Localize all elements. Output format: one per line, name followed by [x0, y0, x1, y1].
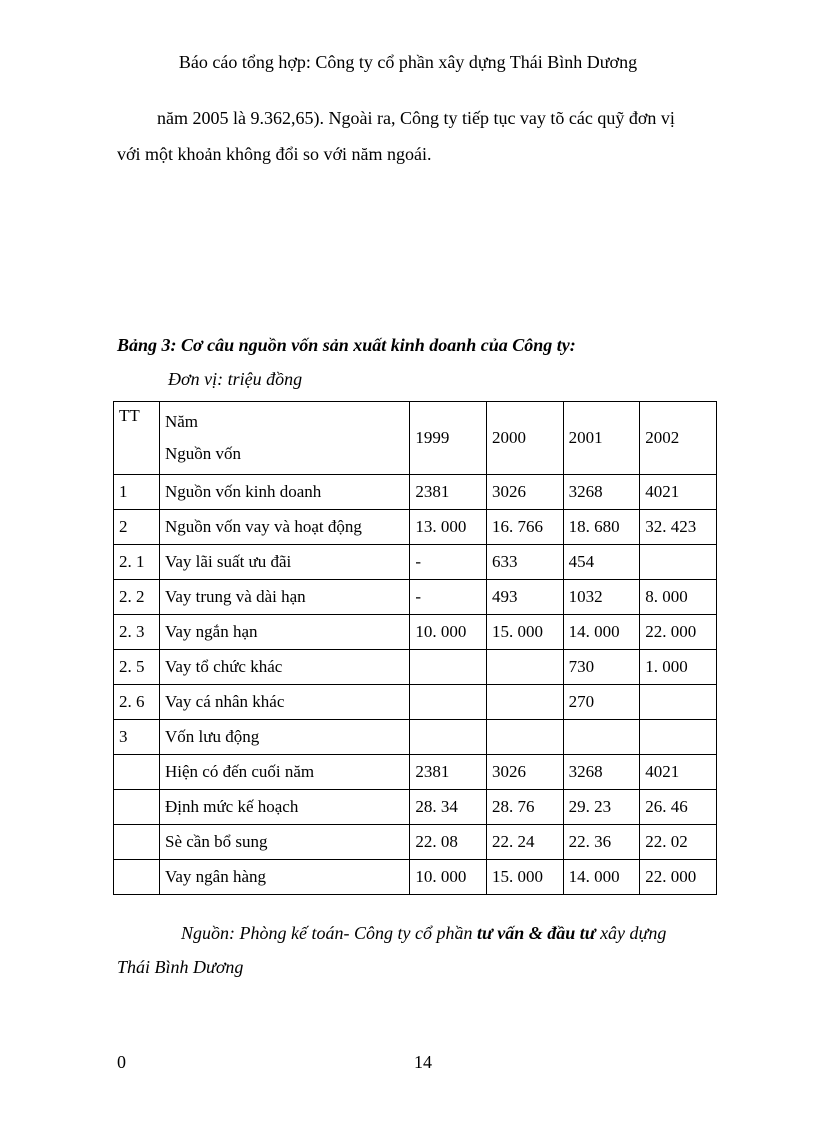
table-row [114, 615, 717, 650]
source-note [117, 916, 717, 984]
cell-value-2000: 28. 76 [487, 790, 564, 825]
cell-value-2000: 493 [487, 580, 564, 615]
cell-value-2002: 4021 [640, 475, 717, 510]
cell-value-2002: 22. 02 [640, 825, 717, 860]
cell-value-2000: 16. 766 [487, 510, 564, 545]
cell-value-2002: 32. 423 [640, 510, 717, 545]
cell-source-name: Vay cá nhân khác [159, 685, 409, 720]
cell-value-2001: 3268 [563, 755, 640, 790]
cell-value-2000: 22. 24 [487, 825, 564, 860]
body-paragraph [117, 100, 717, 172]
header-year-2000: 2000 [487, 402, 564, 475]
cell-tt: 2. 3 [114, 615, 160, 650]
page-header: Báo cáo tổng hợp: Công ty cổ phần xây dựng Thái Bình Dương [178, 52, 638, 72]
cell-value-2001: 270 [563, 685, 640, 720]
header-year-label: Năm [164, 412, 199, 431]
table-header-row [114, 402, 717, 475]
table-row [114, 475, 717, 510]
cell-tt: 3 [114, 720, 160, 755]
source-prefix: Nguồn: Phòng kế toán- Công ty cổ phần [181, 923, 477, 943]
cell-tt: 2. 5 [114, 650, 160, 685]
cell-value-2001: 730 [563, 650, 640, 685]
cell-value-2002: 4021 [640, 755, 717, 790]
table-row [114, 825, 717, 860]
cell-value-1999: 2381 [410, 755, 487, 790]
source-line-2: Thái Bình Dương [117, 957, 244, 977]
header-source-label: Nguồn vốn [164, 444, 242, 463]
table-row [114, 510, 717, 545]
cell-tt: 2. 6 [114, 685, 160, 720]
footer-left-number: 0 [117, 1052, 126, 1072]
cell-tt: 2 [114, 510, 160, 545]
cell-value-1999 [410, 650, 487, 685]
table-row [114, 580, 717, 615]
cell-value-1999: 22. 08 [410, 825, 487, 860]
cell-tt: 1 [114, 475, 160, 510]
cell-value-2001: 22. 36 [563, 825, 640, 860]
cell-source-name: Vay ngân hàng [159, 860, 409, 895]
cell-value-2000: 3026 [487, 755, 564, 790]
cell-value-2001: 18. 680 [563, 510, 640, 545]
table-row [114, 720, 717, 755]
cell-value-1999: 13. 000 [410, 510, 487, 545]
cell-source-name: Vay trung và dài hạn [159, 580, 409, 615]
cell-tt [114, 755, 160, 790]
header-name [159, 402, 409, 475]
cell-source-name: Vay tổ chức khác [159, 650, 409, 685]
cell-tt: 2. 2 [114, 580, 160, 615]
table-row [114, 650, 717, 685]
cell-tt: 2. 1 [114, 545, 160, 580]
cell-value-2000: 15. 000 [487, 860, 564, 895]
source-bold: tư vấn & đầu tư [476, 923, 596, 943]
cell-value-1999: - [410, 580, 487, 615]
cell-value-2001: 14. 000 [563, 615, 640, 650]
cell-source-name: Sè cần bổ sung [159, 825, 409, 860]
cell-source-name: Vay lãi suất ưu đãi [159, 545, 409, 580]
header-year-2001: 2001 [563, 402, 640, 475]
cell-value-2001 [563, 720, 640, 755]
page-number: 14 [414, 1052, 432, 1072]
cell-tt [114, 825, 160, 860]
capital-structure-table [113, 401, 717, 895]
table-row [114, 685, 717, 720]
cell-value-1999: - [410, 545, 487, 580]
cell-value-2001: 29. 23 [563, 790, 640, 825]
table-row [114, 790, 717, 825]
cell-value-2002 [640, 685, 717, 720]
cell-value-2000 [487, 720, 564, 755]
cell-tt [114, 860, 160, 895]
cell-value-1999 [410, 720, 487, 755]
cell-source-name: Vay ngắn hạn [159, 615, 409, 650]
cell-value-2000 [487, 650, 564, 685]
cell-value-2000: 3026 [487, 475, 564, 510]
cell-value-2002 [640, 545, 717, 580]
cell-value-1999: 10. 000 [410, 860, 487, 895]
cell-value-2001: 3268 [563, 475, 640, 510]
table-row [114, 545, 717, 580]
cell-value-2000: 15. 000 [487, 615, 564, 650]
cell-value-1999: 2381 [410, 475, 487, 510]
cell-value-1999: 10. 000 [410, 615, 487, 650]
cell-value-2000: 633 [487, 545, 564, 580]
cell-source-name: Nguồn vốn kinh doanh [159, 475, 409, 510]
header-year-2002: 2002 [640, 402, 717, 475]
source-suffix: xây dựng [595, 923, 667, 943]
unit-note: Đơn vị: triệu đồng [168, 369, 303, 389]
paragraph-line-1: năm 2005 là 9.362,65). Ngoài ra, Công ty tiếp tục vay tõ các quỹ đơn vị [157, 108, 675, 128]
cell-value-2001: 454 [563, 545, 640, 580]
table-row [114, 860, 717, 895]
cell-value-2001: 14. 000 [563, 860, 640, 895]
table-caption: Bảng 3: Cơ câu nguồn vốn sản xuất kinh doanh của Công ty: [117, 335, 576, 355]
cell-value-2000 [487, 685, 564, 720]
cell-value-2002: 26. 46 [640, 790, 717, 825]
paragraph-line-2: với một khoản không đổi so với năm ngoái. [117, 144, 432, 164]
table-row [114, 755, 717, 790]
cell-source-name: Nguồn vốn vay và hoạt động [159, 510, 409, 545]
cell-source-name: Định mức kế hoạch [159, 790, 409, 825]
header-tt: TT [114, 402, 160, 475]
cell-source-name: Vốn lưu động [159, 720, 409, 755]
cell-value-1999: 28. 34 [410, 790, 487, 825]
table-body [114, 402, 717, 895]
cell-value-2002: 8. 000 [640, 580, 717, 615]
header-year-1999: 1999 [410, 402, 487, 475]
cell-value-2001: 1032 [563, 580, 640, 615]
cell-value-1999 [410, 685, 487, 720]
cell-value-2002 [640, 720, 717, 755]
cell-tt [114, 790, 160, 825]
cell-source-name: Hiện có đến cuối năm [159, 755, 409, 790]
cell-value-2002: 22. 000 [640, 615, 717, 650]
cell-value-2002: 1. 000 [640, 650, 717, 685]
cell-value-2002: 22. 000 [640, 860, 717, 895]
